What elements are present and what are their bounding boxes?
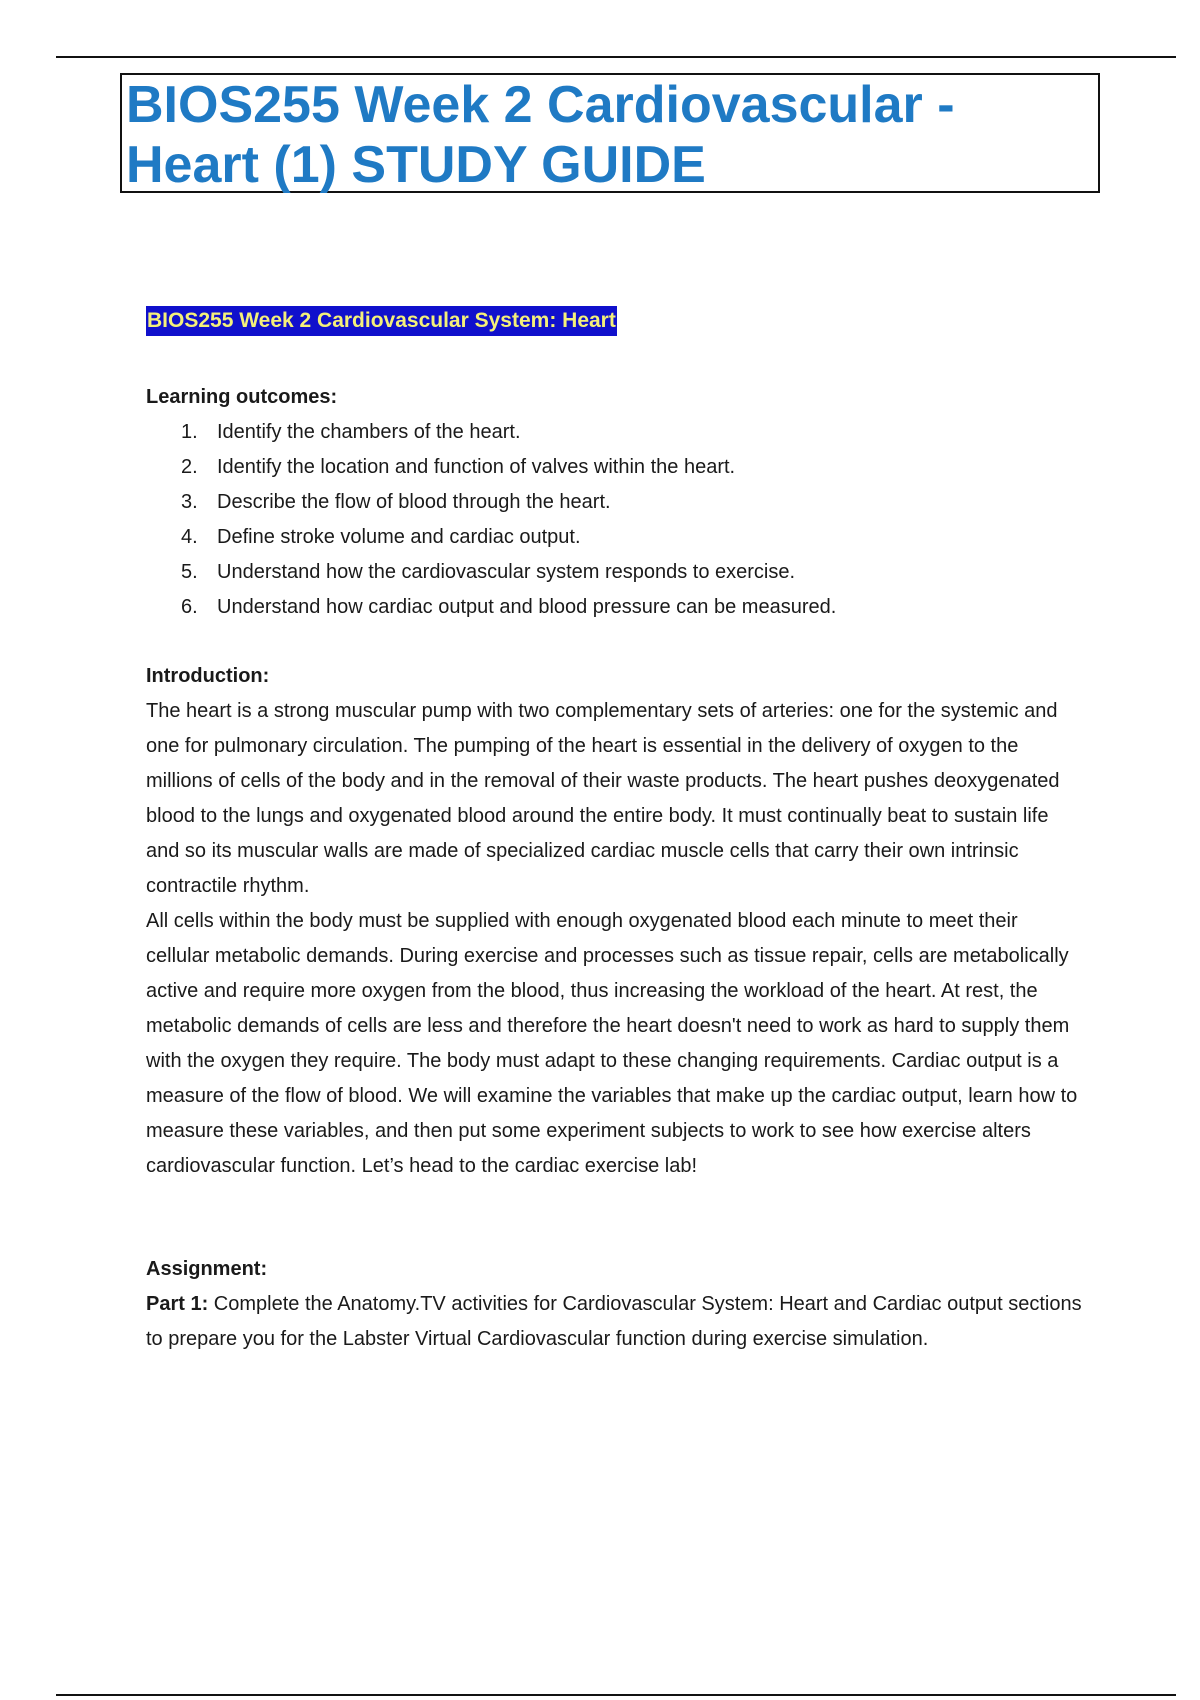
list-item <box>181 520 1086 555</box>
top-rule <box>56 56 1176 58</box>
list-item <box>181 450 1086 485</box>
document-body <box>146 304 1086 1357</box>
learning-outcomes-heading: Learning outcomes: <box>146 386 338 408</box>
learning-outcomes-list <box>146 415 1086 625</box>
introduction-paragraph-1: The heart is a strong muscular pump with two complementary sets of arteries: one for the systemic and one for pulmonary circulation. The pumping of the heart is essential in the delivery of oxygen to the millions of cells of the body and in the removal of their waste products. The heart pushes deoxygenated blood to the lungs and oxygenated blood around the entire body. It must continually beat to sustain life and so its muscular walls are made of specialized cardiac muscle cells that carry their own intrinsic contractile rhythm. <box>146 700 1060 897</box>
document-title: BIOS255 Week 2 Cardiovascular - Heart (1) STUDY GUIDE <box>126 76 955 194</box>
list-item-number: 6. <box>181 596 198 618</box>
introduction-heading: Introduction: <box>146 665 270 687</box>
section-heading: BIOS255 Week 2 Cardiovascular System: Heart <box>146 306 617 336</box>
assignment-part-1 <box>146 1287 1086 1357</box>
list-item-text: Understand how cardiac output and blood pressure can be measured. <box>217 596 837 618</box>
list-item <box>181 590 1086 625</box>
list-item-number: 2. <box>181 456 198 478</box>
introduction-paragraph-2: All cells within the body must be supplied with enough oxygenated blood each minute to meet their cellular metabolic demands. During exercise and processes such as tissue repair, cells are metabolically active and require more oxygen from the blood, thus increasing the workload of the heart. At rest, the metabolic demands of cells are less and therefore the heart doesn't need to work as hard to supply them with the oxygen they require. The body must adapt to these changing requirements. Cardiac output is a measure of the flow of blood. We will examine the variables that make up the cardiac output, learn how to measure these variables, and then put some experiment subjects to work to see how exercise alters cardiovascular function. Let’s head to the cardiac exercise lab! <box>146 910 1078 1177</box>
assignment-heading: Assignment: <box>146 1258 268 1280</box>
list-item <box>181 555 1086 590</box>
list-item-number: 4. <box>181 526 198 548</box>
list-item <box>181 485 1086 520</box>
bottom-rule <box>56 1694 1176 1696</box>
list-item-number: 3. <box>181 491 198 513</box>
title-box <box>120 73 1100 193</box>
list-item-number: 1. <box>181 421 198 443</box>
part-1-label: Part 1: <box>146 1293 209 1315</box>
list-item-text: Describe the flow of blood through the heart. <box>217 491 611 513</box>
list-item-text: Define stroke volume and cardiac output. <box>217 526 581 548</box>
list-item-number: 5. <box>181 561 198 583</box>
list-item-text: Identify the chambers of the heart. <box>217 421 521 443</box>
list-item <box>181 415 1086 450</box>
list-item-text: Identify the location and function of valves within the heart. <box>217 456 736 478</box>
list-item-text: Understand how the cardiovascular system responds to exercise. <box>217 561 796 583</box>
part-1-text: Complete the Anatomy.TV activities for Cardiovascular System: Heart and Cardiac output sections to prepare you for the Labster Virtual Cardiovascular function during exercise simulation. <box>146 1293 1082 1350</box>
